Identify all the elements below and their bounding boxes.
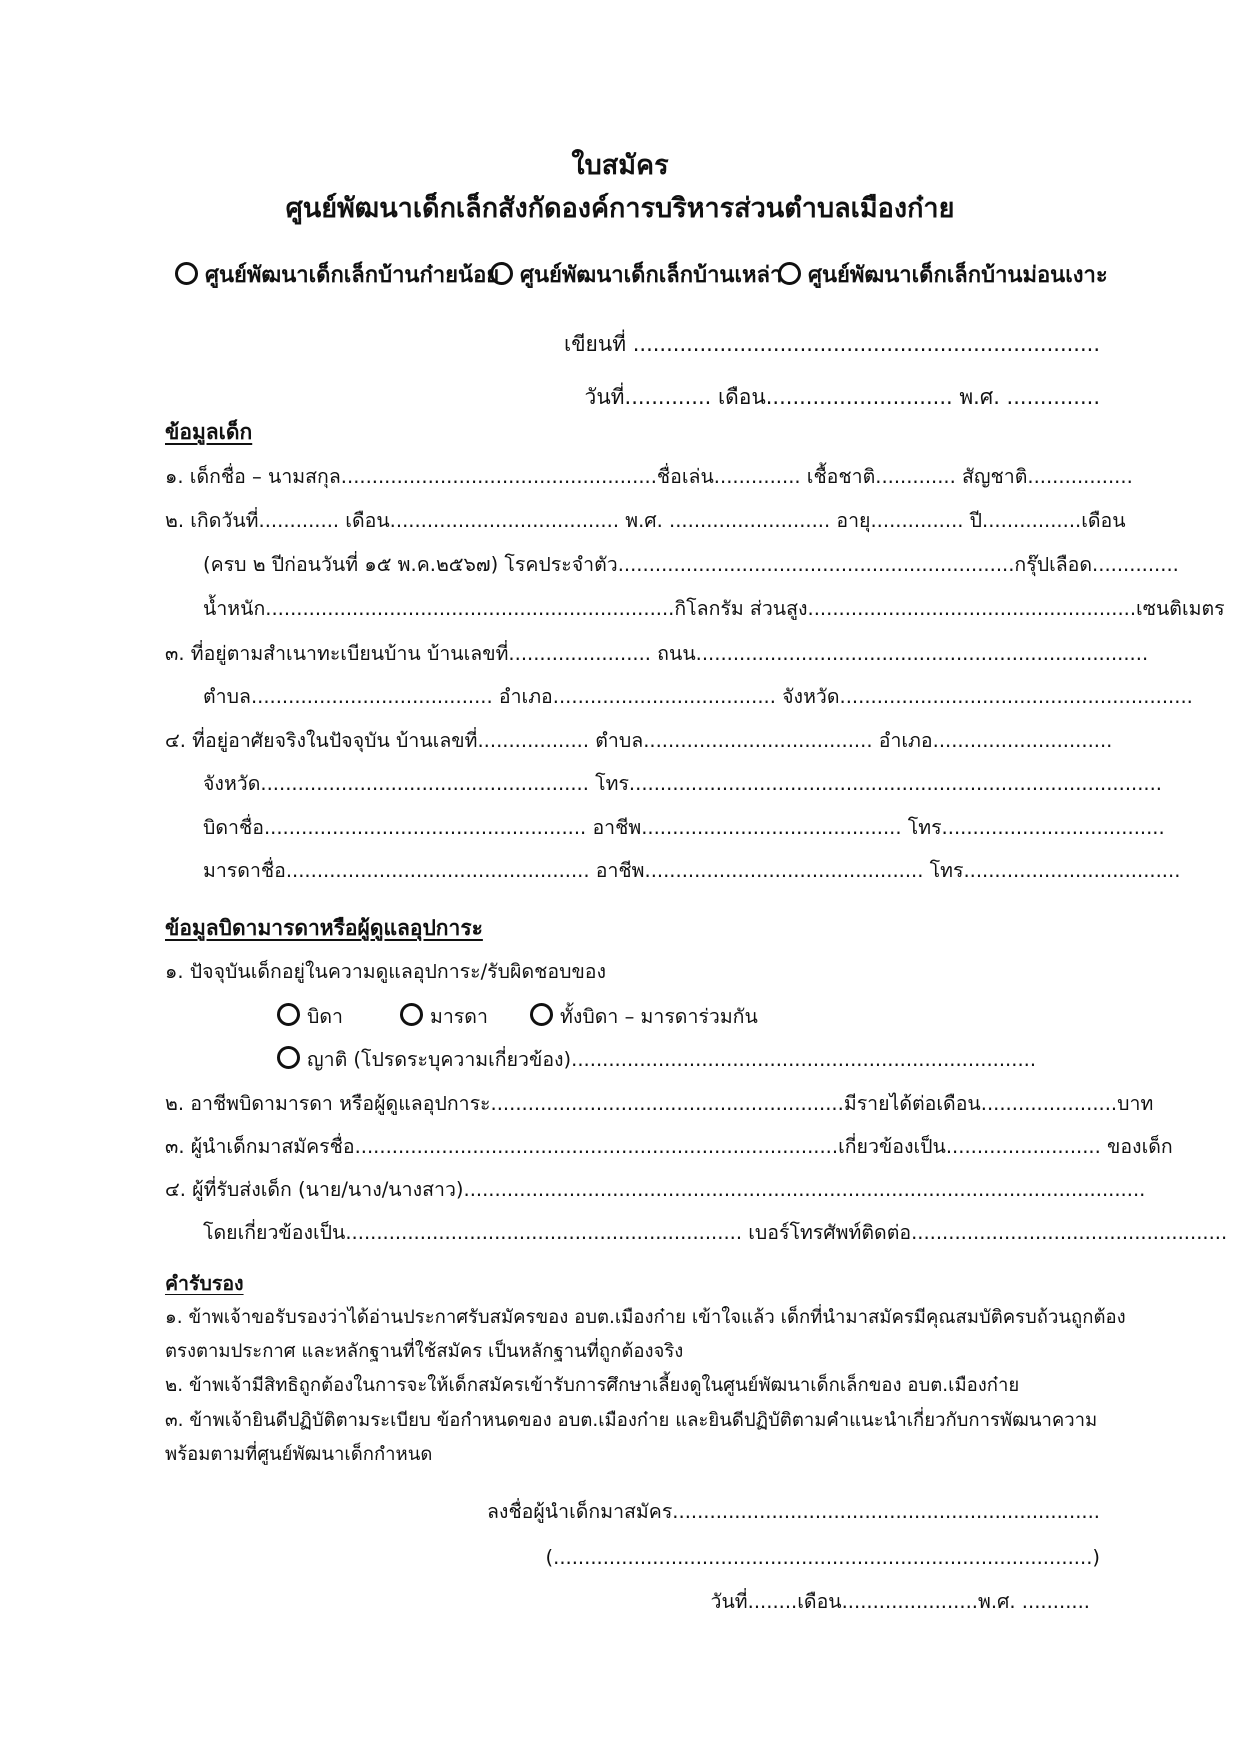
mother-line[interactable]: มารดาชื่อ................................................. อาชีพ............................................. โทร................................... bbox=[203, 859, 1181, 882]
registered-district-line[interactable]: ตำบล....................................... อำเภอ.................................... จังหวัด......................................................... bbox=[203, 685, 1193, 708]
center-option-3[interactable]: ศูนย์พัฒนาเด็กเล็กบ้านม่อนเงาะ bbox=[778, 262, 1108, 289]
form-title: ใบสมัคร bbox=[571, 150, 669, 181]
guardian-occupation-line[interactable]: ๒. อาชีพบิดามารดา หรือผู้ดูแลอุปการะ.........................................................มีรายได้ต่อเดือน......................บาท bbox=[165, 1092, 1154, 1115]
child-info-heading: ข้อมูลเด็ก bbox=[165, 420, 253, 444]
radio-circle-icon[interactable] bbox=[400, 1003, 423, 1026]
certification-item-3: ๓. ข้าพเจ้ายินดีปฏิบัติตามระเบียบ ข้อกำหนดของ อบต.เมืองก๋าย และยินดีปฏิบัติตามคำแนะนำเกี่ยวกับการพัฒนาความ bbox=[165, 1410, 1098, 1431]
radio-circle-icon[interactable] bbox=[490, 262, 513, 285]
pickup-person-line[interactable]: ๔. ผู้ที่รับส่งเด็ก (นาย/นาง/นางสาว).............................................................................................................. bbox=[165, 1178, 1146, 1201]
certification-item-1: ๑. ข้าพเจ้าขอรับรองว่าได้อ่านประกาศรับสมัครของ อบต.เมืองก๋าย เข้าใจแล้ว เด็กที่นำมาสมัครมีคุณสมบัติครบถ้วนถูกต้อง bbox=[165, 1307, 1126, 1328]
child-weight-line[interactable]: น้ำหนัก..................................................................กิโลกรัม ส่วนสูง.....................................................เซนติเมตร bbox=[203, 597, 1225, 620]
radio-circle-icon[interactable] bbox=[778, 262, 801, 285]
date-field[interactable]: วันที่............. เดือน............................ พ.ศ. .............. bbox=[584, 385, 1100, 409]
current-address-line[interactable]: ๔. ที่อยู่อาศัยจริงในปัจจุบัน บ้านเลขที่.................. ตำบล..................................... อำเภอ............................. bbox=[165, 729, 1113, 752]
option-mother[interactable]: มารดา bbox=[400, 1003, 488, 1028]
written-at-field[interactable]: เขียนที่ ...................................................................... bbox=[564, 332, 1100, 356]
signature-date-line[interactable]: วันที่........เดือน......................พ.ศ. ........... bbox=[710, 1590, 1090, 1613]
guardian-info-heading: ข้อมูลบิดามารดาหรือผู้ดูแลอุปการะ bbox=[165, 916, 483, 940]
radio-circle-icon[interactable] bbox=[530, 1003, 553, 1026]
father-line[interactable]: บิดาชื่อ.................................................... อาชีพ.......................................... โทร.................................... bbox=[203, 816, 1165, 839]
child-disease-line[interactable]: (ครบ ๒ ปีก่อนวันที่ ๑๕ พ.ค.๒๕๖๗) โรคประจำตัว................................................................กรุ๊ปเลือด.............. bbox=[203, 553, 1179, 576]
applicant-name-line[interactable]: ๓. ผู้นำเด็กมาสมัครชื่อ..............................................................................เกี่ยวข้องเป็น......................... ของเด็ก bbox=[165, 1135, 1173, 1158]
signature-line[interactable]: ลงชื่อผู้นำเด็กมาสมัคร..................................................................... bbox=[486, 1500, 1100, 1523]
current-province-line[interactable]: จังหวัด..................................................... โทร...................................................................................... bbox=[203, 772, 1163, 795]
radio-circle-icon[interactable] bbox=[175, 262, 198, 285]
certification-item-2: ๒. ข้าพเจ้ามีสิทธิถูกต้องในการจะให้เด็กสมัครเข้ารับการศึกษาเลี้ยงดูในศูนย์พัฒนาเด็กเล็กของ อบต.เมืองก๋าย bbox=[165, 1375, 1020, 1396]
center-option-1[interactable]: ศูนย์พัฒนาเด็กเล็กบ้านก๋ายน้อย bbox=[175, 262, 499, 289]
certification-item-1-cont: ตรงตามประกาศ และหลักฐานที่ใช้สมัคร เป็นหลักฐานที่ถูกต้องจริง bbox=[165, 1341, 684, 1362]
radio-circle-icon[interactable] bbox=[277, 1046, 300, 1069]
option-both-parents[interactable]: ทั้งบิดา – มารดาร่วมกัน bbox=[530, 1003, 758, 1028]
registered-address-line[interactable]: ๓. ที่อยู่ตามสำเนาทะเบียนบ้าน บ้านเลขที่....................... ถนน......................................................................... bbox=[165, 642, 1149, 665]
form-subtitle: ศูนย์พัฒนาเด็กเล็กสังกัดองค์การบริหารส่วนตำบลเมืองก๋าย bbox=[285, 193, 955, 224]
certification-item-3-cont: พร้อมตามที่ศูนย์พัฒนาเด็กกำหนด bbox=[165, 1444, 433, 1465]
option-father[interactable]: บิดา bbox=[277, 1003, 343, 1028]
child-birth-line[interactable]: ๒. เกิดวันที่............. เดือน..................................... พ.ศ. .......................... อายุ............... ปี................เดือน bbox=[165, 509, 1126, 532]
guardian-question: ๑. ปัจจุบันเด็กอยู่ในความดูแลอุปการะ/รับผิดชอบของ bbox=[165, 960, 607, 983]
child-name-line[interactable]: ๑. เด็กชื่อ – นามสกุล...................................................ชื่อเล่น.............. เชื้อชาติ............. สัญชาติ................. bbox=[165, 465, 1133, 488]
radio-circle-icon[interactable] bbox=[277, 1003, 300, 1026]
pickup-relation-line[interactable]: โดยเกี่ยวข้องเป็น................................................................ เบอร์โทรศัพท์ติดต่อ................................................... bbox=[203, 1221, 1228, 1244]
option-relative[interactable]: ญาติ (โปรดระบุความเกี่ยวข้อง)........................................................................... bbox=[277, 1046, 1036, 1071]
certification-heading: คำรับรอง bbox=[165, 1272, 244, 1295]
signature-name-line[interactable]: (.......................................................................................) bbox=[545, 1546, 1100, 1569]
center-option-2[interactable]: ศูนย์พัฒนาเด็กเล็กบ้านเหล่า bbox=[490, 262, 782, 289]
